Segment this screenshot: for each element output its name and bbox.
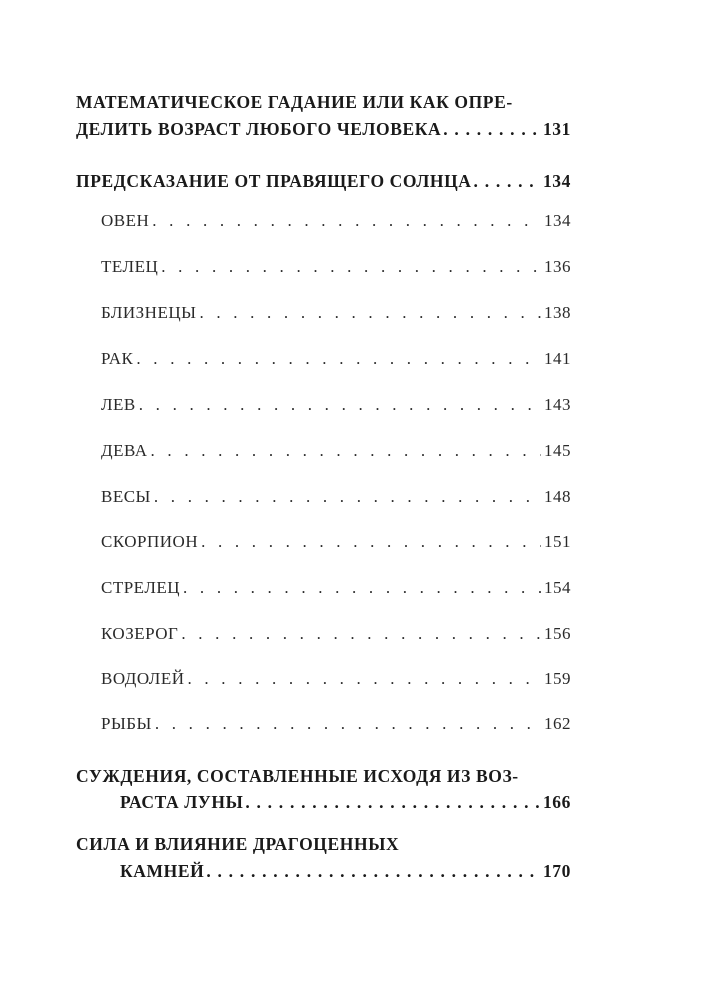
toc-subentry xyxy=(101,532,571,552)
toc-subentry xyxy=(101,714,571,734)
toc-subentry-title: СКОРПИОН xyxy=(101,532,199,551)
toc-subentry xyxy=(101,624,571,644)
toc-subentry-title: ОВЕН xyxy=(101,211,150,230)
page-number: 162 xyxy=(544,714,571,733)
dot-leader xyxy=(151,441,541,461)
page-number: 134 xyxy=(544,211,571,230)
page-number: 170 xyxy=(542,861,571,881)
toc-entry-title-line xyxy=(76,766,571,787)
dot-leader xyxy=(199,303,541,323)
dot-leader xyxy=(201,532,541,552)
page-number: 145 xyxy=(544,441,571,460)
page-number: 159 xyxy=(544,669,571,688)
dot-leader xyxy=(136,349,541,369)
toc-entry xyxy=(76,171,571,192)
toc-subentry xyxy=(101,578,571,598)
toc-subentry-title: РЫБЫ xyxy=(101,714,152,733)
toc-subentry xyxy=(101,211,571,231)
toc-subentry xyxy=(101,257,571,277)
dot-leader xyxy=(188,669,542,689)
toc-subentry-title: КОЗЕРОГ xyxy=(101,624,179,643)
toc-subentry xyxy=(101,441,571,461)
toc-entry-title: ДЕЛИТЬ ВОЗРАСТ ЛЮБОГО ЧЕЛОВЕКА xyxy=(76,119,442,139)
toc-entry-title: ПРЕДСКАЗАНИЕ ОТ ПРАВЯЩЕГО СОЛНЦА xyxy=(76,171,472,191)
toc-entry-title: КАМНЕЙ xyxy=(120,861,205,881)
toc-entry-title: СИЛА И ВЛИЯНИЕ ДРАГОЦЕННЫХ xyxy=(76,834,400,854)
toc-subentry-title: ВОДОЛЕЙ xyxy=(101,669,185,688)
toc-subentry-title: ВЕСЫ xyxy=(101,487,151,506)
dot-leader xyxy=(206,861,541,882)
toc-entry-title-line xyxy=(76,834,571,855)
page-number: 151 xyxy=(544,532,571,551)
page-number: 166 xyxy=(542,792,571,812)
page-number: 138 xyxy=(544,303,571,322)
page-number: 141 xyxy=(544,349,571,368)
dot-leader xyxy=(474,171,541,192)
dot-leader xyxy=(152,211,541,231)
dot-leader xyxy=(155,714,541,734)
toc-subentry xyxy=(101,395,571,415)
toc-subentry xyxy=(101,303,571,323)
dot-leader xyxy=(443,119,541,140)
toc-subentry xyxy=(101,349,571,369)
toc-subentry xyxy=(101,487,571,507)
page-number: 131 xyxy=(542,119,571,139)
dot-leader xyxy=(154,487,541,507)
toc-entry-last-line xyxy=(120,792,571,813)
toc-entry-last-line xyxy=(76,119,571,140)
toc-subentry-title: ДЕВА xyxy=(101,441,148,460)
toc-entry-title: РАСТА ЛУНЫ xyxy=(120,792,244,812)
toc-subentry xyxy=(101,669,571,689)
toc-subentry-title: РАК xyxy=(101,349,134,368)
page-number: 148 xyxy=(544,487,571,506)
toc-entry-title: МАТЕМАТИЧЕСКОЕ ГАДАНИЕ ИЛИ КАК ОПРЕ- xyxy=(76,92,513,112)
dot-leader xyxy=(181,624,541,644)
page-number: 136 xyxy=(544,257,571,276)
page-number: 143 xyxy=(544,395,571,414)
toc-entry-last-line xyxy=(120,861,571,882)
toc-subentry-title: ЛЕВ xyxy=(101,395,136,414)
dot-leader xyxy=(245,792,541,813)
dot-leader xyxy=(139,395,541,415)
toc-entry-title: СУЖДЕНИЯ, СОСТАВЛЕННЫЕ ИСХОДЯ ИЗ ВОЗ- xyxy=(76,766,519,786)
toc-subentry-title: СТРЕЛЕЦ xyxy=(101,578,181,597)
page-number: 134 xyxy=(542,171,571,191)
toc-entry-title-line xyxy=(76,92,571,113)
dot-leader xyxy=(161,257,541,277)
toc-subentry-title: БЛИЗНЕЦЫ xyxy=(101,303,197,322)
dot-leader xyxy=(183,578,541,598)
toc-subentry-title: ТЕЛЕЦ xyxy=(101,257,159,276)
page-number: 156 xyxy=(544,624,571,643)
page-number: 154 xyxy=(544,578,571,597)
